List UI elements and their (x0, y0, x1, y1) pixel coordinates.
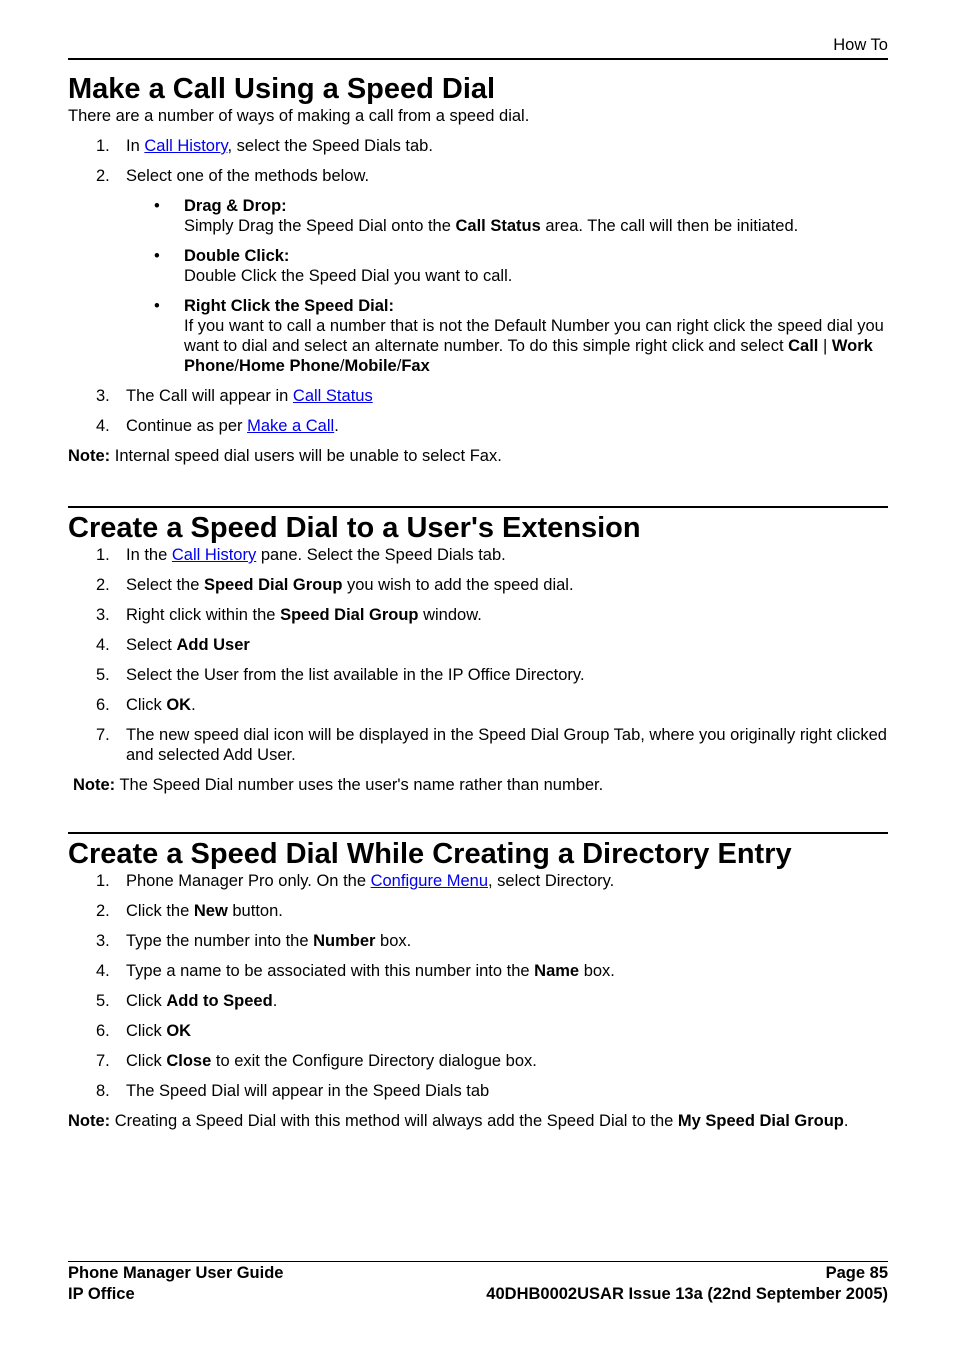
step-number: 1. (96, 546, 110, 564)
menu-path-call: Call (788, 337, 819, 355)
step-text: box. (375, 932, 412, 950)
step-text: box. (579, 962, 615, 980)
methods-list (126, 196, 888, 376)
list-item (68, 1051, 888, 1071)
step-text: to exit the Configure Directory dialogue box. (211, 1052, 537, 1070)
step-text: . (334, 417, 339, 435)
footer-rule (68, 1261, 888, 1262)
steps-list (68, 871, 888, 1101)
step-text: Right click within the (126, 606, 281, 624)
list-item (68, 635, 888, 655)
method-text: area. The call will then be initiated. (540, 217, 799, 235)
separator: / (339, 357, 345, 375)
step-text: Phone Manager Pro only. On the (126, 872, 371, 890)
make-a-call-link[interactable]: Make a Call (247, 417, 335, 435)
section-speed-dial-user-extension (68, 506, 888, 795)
step-text: Select one of the methods below. (126, 167, 370, 185)
note-label: Note: (68, 1112, 111, 1130)
step-text: button. (227, 902, 283, 920)
step-text: , select Directory. (488, 872, 615, 890)
method-title: Right Click the Speed Dial: (184, 297, 394, 315)
step-text: Type the number into the (126, 932, 314, 950)
list-item (68, 1021, 888, 1041)
step-number: 6. (96, 696, 110, 714)
step-number: 2. (96, 902, 110, 920)
step-text: Select the (126, 576, 204, 594)
step-text: The Speed Dial will appear in the Speed Dials tab (126, 1082, 490, 1100)
call-history-link[interactable]: Call History (171, 546, 257, 564)
step-number: 4. (96, 636, 110, 654)
step-bold: New (193, 902, 228, 920)
step-text: , select the Speed Dials tab. (227, 137, 433, 155)
bullet-icon: • (154, 247, 160, 265)
steps-list (68, 136, 888, 436)
step-number: 4. (96, 417, 110, 435)
list-item (68, 416, 888, 436)
step-text: window. (418, 606, 482, 624)
step-number: 7. (96, 1052, 110, 1070)
method-text: Double Click the Speed Dial you want to call. (184, 267, 513, 285)
step-text: Select (126, 636, 177, 654)
step-bold: Add User (176, 636, 250, 654)
step-bold: Close (166, 1052, 212, 1070)
step-text: Click (126, 992, 167, 1010)
list-item (68, 901, 888, 921)
list-item (68, 991, 888, 1011)
note (68, 775, 888, 795)
separator: / (234, 357, 240, 375)
section-rule (68, 506, 888, 508)
step-number: 5. (96, 992, 110, 1010)
method-item (68, 196, 888, 236)
list-item (68, 605, 888, 625)
step-text: Click (126, 696, 167, 714)
list-item (68, 695, 888, 715)
list-item (68, 871, 888, 891)
list-item (68, 386, 888, 406)
menu-path-mobile: Mobile (344, 357, 397, 375)
section-make-call-speed-dial (68, 73, 888, 466)
step-number: 3. (96, 932, 110, 950)
method-title: Double Click: (184, 247, 290, 265)
footer-right (486, 1263, 888, 1305)
step-text: . (272, 992, 278, 1010)
step-number: 4. (96, 962, 110, 980)
method-title: Drag & Drop: (184, 197, 287, 215)
step-text: In (126, 137, 145, 155)
separator: / (396, 357, 402, 375)
list-item (68, 545, 888, 565)
footer-product: IP Office (68, 1285, 135, 1303)
step-number: 2. (96, 167, 110, 185)
step-number: 3. (96, 606, 110, 624)
step-text: Click the (126, 902, 194, 920)
step-bold: Name (534, 962, 580, 980)
method-item (68, 246, 888, 286)
menu-path-work: Work Phone (184, 337, 873, 375)
call-history-link[interactable]: Call History (144, 137, 228, 155)
step-text: you wish to add the speed dial. (342, 576, 574, 594)
method-text: If you want to call a number that is not the Default Number you can right click the speed dial you want to dial and select an alternate number. To do this simple right click and select (184, 317, 884, 355)
section-speed-dial-directory-entry (68, 832, 888, 1131)
step-text: Type a name to be associated with this number into the (126, 962, 535, 980)
footer-issue: 40DHB0002USAR Issue 13a (22nd September 2005) (486, 1285, 888, 1303)
note-text: . (843, 1112, 849, 1130)
step-number: 2. (96, 576, 110, 594)
list-item (68, 575, 888, 595)
note-text: Internal speed dial users will be unable to select Fax. (110, 447, 502, 465)
step-number: 3. (96, 387, 110, 405)
step-text: In the (126, 546, 172, 564)
section-title: Make a Call Using a Speed Dial (68, 73, 496, 105)
bullet-icon: • (154, 297, 160, 315)
step-bold: Number (313, 932, 376, 950)
note-text: Creating a Speed Dial with this method will always add the Speed Dial to the (110, 1112, 678, 1130)
footer-guide-title: Phone Manager User Guide (68, 1264, 284, 1282)
step-number: 1. (96, 137, 110, 155)
call-status-link[interactable]: Call Status (292, 387, 373, 405)
list-item (68, 665, 888, 685)
section-title: Create a Speed Dial While Creating a Directory Entry (68, 838, 792, 870)
step-text: The Call will appear in (126, 387, 293, 405)
step-text: pane. Select the Speed Dials tab. (256, 546, 506, 564)
list-item (68, 136, 888, 156)
step-number: 8. (96, 1082, 110, 1100)
step-text: Continue as per (126, 417, 248, 435)
step-bold: Speed Dial Group (280, 606, 419, 624)
note (68, 446, 888, 466)
list-item (68, 1081, 888, 1101)
step-bold: Speed Dial Group (203, 576, 343, 594)
footer-page-number: Page 85 (825, 1264, 888, 1282)
section-intro: There are a number of ways of making a call from a speed dial. (68, 107, 530, 125)
method-text: Simply Drag the Speed Dial onto the (184, 217, 456, 235)
step-text: . (191, 696, 196, 714)
note (68, 1111, 888, 1131)
method-bold: Call Status (455, 217, 541, 235)
list-item (68, 931, 888, 951)
step-text: The new speed dial icon will be displayed in the Speed Dial Group Tab, where you originally right clicked and selected Add User. (126, 726, 887, 764)
step-bold: OK (166, 696, 192, 714)
note-bold: My Speed Dial Group (677, 1112, 844, 1130)
header-rule (68, 58, 888, 60)
running-header: How To (833, 36, 888, 54)
step-number: 6. (96, 1022, 110, 1040)
footer-left (68, 1263, 283, 1305)
list-item (68, 725, 888, 765)
steps-list (68, 545, 888, 765)
section-rule (68, 832, 888, 834)
note-label: Note: (68, 447, 111, 465)
method-item (68, 296, 888, 376)
bullet-icon: • (154, 197, 160, 215)
step-bold: Add to Speed (166, 992, 273, 1010)
section-title: Create a Speed Dial to a User's Extension (68, 512, 641, 544)
step-text: Select the User from the list available in the IP Office Directory. (126, 666, 585, 684)
note-label: Note: (73, 776, 116, 794)
list-item (68, 961, 888, 981)
menu-path-home: Home Phone (239, 357, 340, 375)
list-item (68, 166, 888, 376)
step-number: 1. (96, 872, 110, 890)
configure-menu-link[interactable]: Configure Menu (370, 872, 488, 890)
step-number: 7. (96, 726, 110, 744)
separator: | (818, 337, 832, 355)
step-bold: OK (166, 1022, 192, 1040)
step-number: 5. (96, 666, 110, 684)
step-text: Click (126, 1052, 167, 1070)
step-text: Click (126, 1022, 167, 1040)
menu-path-fax: Fax (401, 357, 430, 375)
note-text: The Speed Dial number uses the user's name rather than number. (115, 776, 604, 794)
